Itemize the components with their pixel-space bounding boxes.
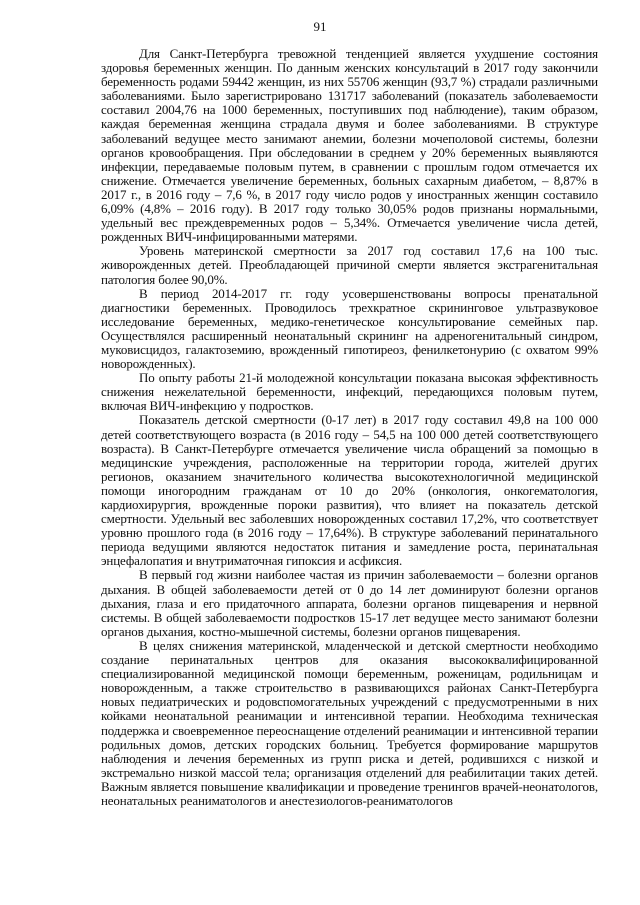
paragraph-child-morbidity: В первый год жизни наиболее частая из причин заболеваемости – болезни органов дыхания. В общей заболеваемости детей от 0 до 14 лет доминируют болезни органов дыхания, глаза и его придаточного аппарата, болезни органов пищеварения и нервной системы. В общей заболеваемости подростков 15-17 лет ведущее место занимают болезни органов дыхания, костно-мышечной системы, болезни органов пищеварения.	[101, 567, 598, 639]
paragraph-child-mortality: Показатель детской смертности (0-17 лет) в 2017 году составил 49,8 на 100 000 детей соответствующего возраста (в 2016 году – 54,5 на 100 000 детей соответствующего возраста). В Санкт-Петербурге отмечается увеличение числа обращений за помощью в медицинские учреждения, расположенные на территории города, жителей других регионов, оказанием значительного количества высокотехнологичной медицинской помощи иногородним гражданам от 10 до 20% (онкология, онкогематология, кардиохирургия, врожденные пороки развития), что влияет на показатель детской смертности. Удельный вес заболевших новорожденных составил 17,2%, что соответствует уровню прошлого года (в 2016 году – 17,64%). В структуре заболеваний перинатального периода ведущими являются недостаток питания и замедление роста, перинатальная энцефалопатия и внутриматочная гипоксия и асфиксия.	[101, 412, 598, 569]
paragraph-prenatal-diagnostics: В период 2014-2017 гг. году усовершенствованы вопросы пренатальной диагностики беременных. Проводилось трехкратное скрининговое ультразвуковое исследование беременных, медико-генетическое консультирование семейных пар. Осуществлялся расширенный неонатальный скрининг на адреногенитальный синдром, муковисцидоз, галактоземию, врожденный гипотиреоз, фенилкетонурию (с охватом 99% новорожденных).	[101, 285, 598, 372]
body-text	[101, 47, 598, 808]
page-number: 91	[313, 19, 327, 34]
paragraph-youth-consultation: По опыту работы 21-й молодежной консультации показана высокая эффективность снижения нежелательной беременности, инфекций, передающихся половым путем, включая ВИЧ-инфекцию у подростков.	[101, 370, 598, 414]
paragraph-maternal-mortality: Уровень материнской смертности за 2017 год составил 17,6 на 100 тыс. живорожденных детей. Преобладающей причиной смерти является экстрагенитальная патология более 90,0%.	[101, 243, 598, 287]
paragraph-perinatal-centers: В целях снижения материнской, младенческой и детской смертности необходимо создание перинатальных центров для оказания высококвалифицированной специализированной медицинской помощи беременным, роженицам, родильницам и новорожденным, а также строительство в развивающихся районах Санкт-Петербурга новых педиатрических и родовспомогательных учреждений с предусмотренными в них койками неонатальной реанимации и интенсивной терапии. Необходима техническая поддержка и своевременное переоснащение отделений реанимации и интенсивной терапии родильных домов, детских городских больниц. Требуется формирование маршрутов наблюдения и лечения беременных из групп риска и детей, родившихся с низкой и экстремально низкой массой тела; организация отделений для реабилитации таких детей. Важным является повышение квалификации и проведение тренингов врачей-неонатологов, неонатальных реаниматологов и анестезиологов-реаниматологов	[101, 637, 598, 808]
paragraph-pregnancy-health: Для Санкт-Петербурга тревожной тенденцией является ухудшение состояния здоровья беременных женщин. По данным женских консультаций в 2017 году закончили беременность родами 59442 женщин, из них 55706 женщин (93,7 %) страдали различными заболеваниями. Было зарегистрировано 131717 заболеваний (показатель заболеваемости составил 2004,76 на 1000 беременных, поступивших под наблюдение), таким образом, каждая беременная женщина страдала двумя и более заболеваниями. В структуре заболеваний ведущее место занимают анемии, болезни мочеполовой системы, болезни органов кровообращения. При обследовании в среднем у 20% беременных выявляются инфекции, передаваемые половым путем, в сравнении с прошлым годом отмечается их снижение. Отмечается увеличение беременных, больных сахарным диабетом, – 8,87% в 2017 г., в 2016 году – 7,6 %, в 2017 году число родов у иностранных женщин составило 6,09% (4,8% – 2016 году). В 2017 году только 30,05% родов признаны нормальными, удельный вес преждевременных родов – 5,34%. Отмечается увеличение числа детей, рожденных ВИЧ-инфицированными матерями.	[101, 46, 598, 245]
